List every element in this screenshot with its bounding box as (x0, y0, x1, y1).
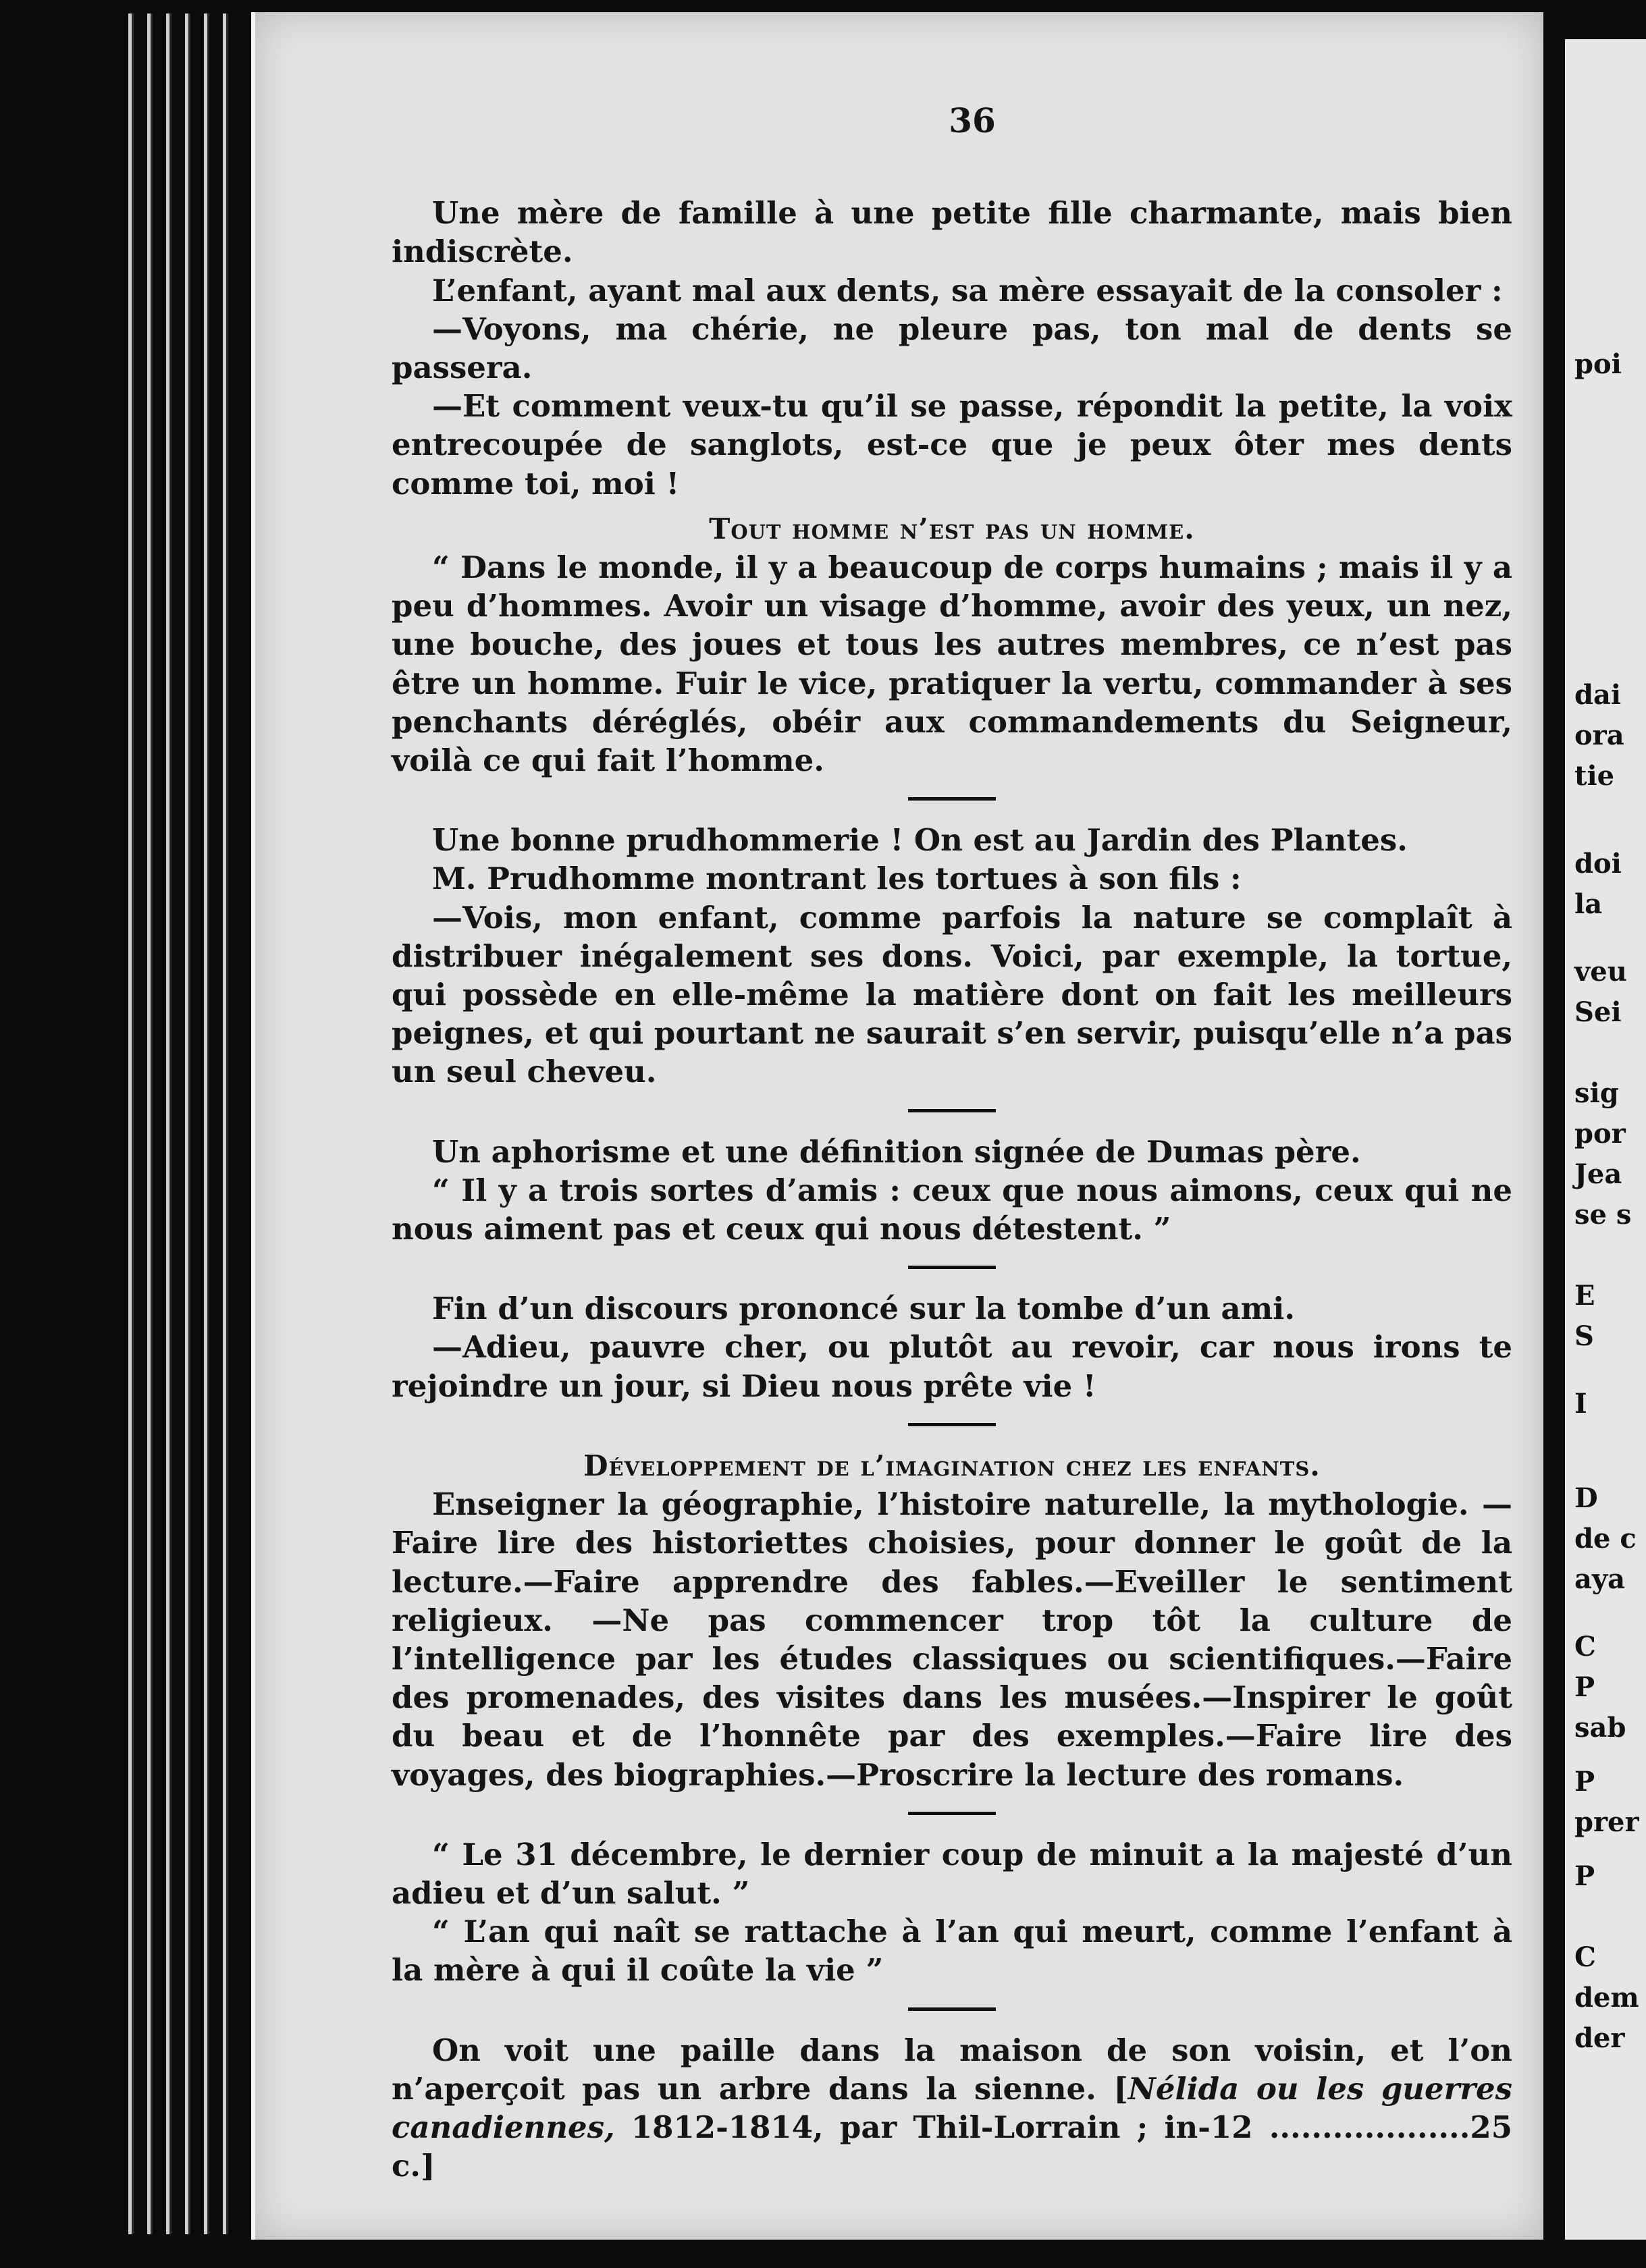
facing-page-fragment: dai (1574, 679, 1622, 711)
paragraph (392, 2031, 1512, 2186)
separator-rule (908, 1109, 996, 1112)
paragraph: —Vois, mon enfant, comme parfois la nature se complaît à distribuer inégalement ses dons. Voici, par exemple, la tortue, qui possède en elle-même la matière dont on fait les meilleurs peignes, et qui pourtant ne saurait s’en servir, puisqu’elle n’a pas un seul cheveu. (392, 899, 1512, 1090)
paragraph: Une bonne prudhommerie ! On est au Jardin des Plantes. (432, 822, 1408, 859)
facing-page (1565, 39, 1646, 2240)
facing-page-fragment: Sei (1574, 996, 1622, 1028)
page-text (392, 101, 1512, 2185)
citation-rest: 1812-1814, par Thil-Lorrain ; in-12 ...................25 c.] (392, 2109, 1512, 2184)
page-edges (128, 14, 263, 2234)
paragraph: “ Il y a trois sortes d’amis : ceux que nous aimons, ceux qui ne nous aiment pas et ceux qui nous détestent. ” (392, 1172, 1512, 1247)
facing-page-fragment: de c (1574, 1523, 1637, 1555)
facing-page-fragment: sab (1574, 1712, 1626, 1744)
facing-page-fragment: por (1574, 1118, 1626, 1150)
facing-page-fragment: aya (1574, 1563, 1626, 1595)
paragraph: Fin d’un discours prononcé sur la tombe d’un ami. (432, 1291, 1296, 1327)
facing-page-fragment: doi (1574, 848, 1622, 880)
paragraph: Enseigner la géographie, l’histoire naturelle, la mythologie. —Faire lire des historiettes choisies, pour donner le goût de la lecture.—Faire apprendre des fables.—Eveiller le sentiment religieux. —Ne pas commencer trop tôt la culture de l’intelligence par les études classiques ou scientifiques.—Faire des promenades, des visites dans les musées.—Inspirer le goût du beau et de l’honnête par des exemples.—Faire lire des voyages, des biographies.—Proscrire la lecture des romans. (392, 1486, 1512, 1793)
facing-page-fragment: I (1574, 1388, 1587, 1420)
paragraph: “ Le 31 décembre, le dernier coup de minuit a la majesté d’un adieu et d’un salut. ” (392, 1836, 1512, 1911)
paragraph: —Adieu, pauvre cher, ou plutôt au revoir, car nous irons te rejoindre un jour, si Dieu nous prête vie ! (392, 1329, 1512, 1404)
facing-page-fragment: P (1574, 1671, 1595, 1703)
facing-page-fragment: dem (1574, 1982, 1639, 2014)
paragraph: —Et comment veux-tu qu’il se passe, répondit la petite, la voix entrecoupée de sanglots, est-ce que je peux ôter mes dents comme toi, moi ! (392, 388, 1512, 502)
paragraph: Un aphorisme et une définition signée de Dumas père. (432, 1133, 1361, 1170)
facing-page-fragment: veu (1574, 956, 1627, 988)
citation-open: [ (1113, 2070, 1128, 2107)
paragraph: —Voyons, ma chérie, ne pleure pas, ton mal de dents se passera. (392, 310, 1512, 386)
facing-page-fragment: Jea (1574, 1158, 1622, 1190)
paragraph: M. Prudhomme montrant les tortues à son fils : (432, 861, 1242, 897)
facing-page-fragment: la (1574, 888, 1603, 920)
paragraph-text: On voit une paille dans la maison de son voisin, et l’on n’aperçoit pas un arbre dans la sienne. (392, 2032, 1512, 2107)
section-heading: Développement de l’imagination chez les enfants. (583, 1449, 1321, 1482)
separator-rule (908, 1423, 996, 1426)
facing-page-fragment: D (1574, 1482, 1598, 1514)
paragraph: “ L’an qui naît se rattache à l’an qui meurt, comme l’enfant à la mère à qui il coûte la vie ” (392, 1914, 1512, 1989)
facing-page-fragment: tie (1574, 760, 1615, 792)
separator-rule (908, 1266, 996, 1269)
page-number: 36 (949, 101, 996, 140)
paragraph: “ Dans le monde, il y a beaucoup de corps humains ; mais il y a peu d’hommes. Avoir un visage d’homme, avoir des yeux, un nez, une bouche, des joues et tous les autres membres, ce n’est pas être un homme. Fuir le vice, pratiquer la vertu, commander à ses penchants déréglés, obéir aux commandements du Seigneur, voilà ce qui fait l’homme. (392, 549, 1512, 779)
facing-page-fragment: se s (1574, 1199, 1632, 1231)
facing-page-fragment: P (1574, 1860, 1595, 1892)
separator-rule (908, 2007, 996, 2011)
paragraph: L’enfant, ayant mal aux dents, sa mère essayait de la consoler : (432, 272, 1503, 308)
section-heading: Tout homme n’est pas un homme. (709, 512, 1195, 545)
facing-page-fragment: ora (1574, 720, 1624, 751)
facing-page-fragment: poi (1574, 348, 1622, 380)
separator-rule (908, 797, 996, 801)
facing-page-fragment: P (1574, 1766, 1595, 1798)
facing-page-fragment: E (1574, 1280, 1595, 1312)
facing-page-fragment: C (1574, 1941, 1596, 1973)
facing-page-fragment: S (1574, 1320, 1594, 1352)
facing-page-fragment: sig (1574, 1077, 1619, 1109)
paragraph: Une mère de famille à une petite fille charmante, mais bien indiscrète. (392, 195, 1512, 270)
separator-rule (908, 1812, 996, 1815)
citation-title: Nélida ou les guerres canadiennes, (392, 2070, 1513, 2145)
facing-page-fragment: C (1574, 1631, 1596, 1663)
facing-page-fragment: prer (1574, 1806, 1639, 1838)
facing-page-fragment: der (1574, 2022, 1625, 2054)
